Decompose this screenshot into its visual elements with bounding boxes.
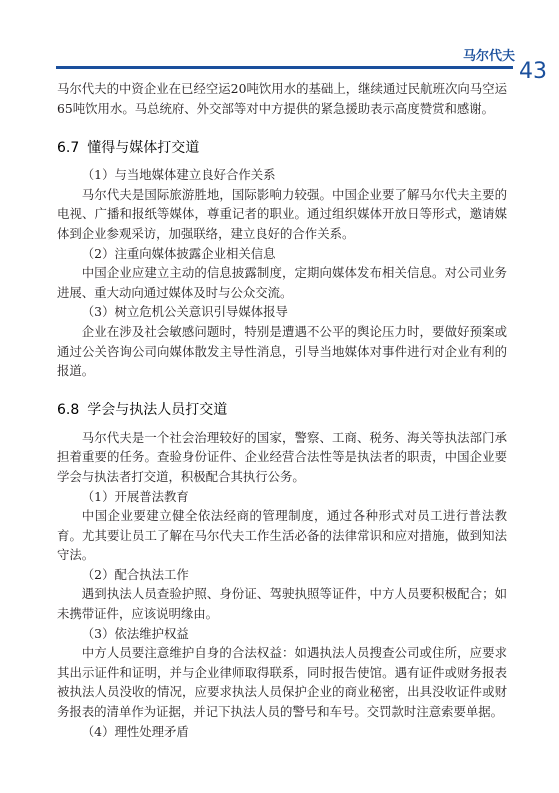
header-rule	[56, 66, 513, 69]
subheading: （4）理性处理矛盾	[81, 723, 189, 739]
subheading: （2）配合执法工作	[81, 566, 189, 582]
paragraph: 中方人员要注意维护自身的合法权益：如遇执法人员搜查公司或住所，应要求其出示证件和证明，并与企业律师取得联系，同时报告使馆。遇有证件或财务报表被执法人员没收的情况，应要求执法人员保护企业的商业秘密，出具没收证件或财务报表的清单作为证据，并记下执法人员的警号和车号。交罚款时注意索要单据。	[57, 645, 507, 720]
page-content	[57, 79, 507, 741]
section-heading-6-7	[57, 138, 507, 158]
section-title: 懂得与媒体打交道	[87, 140, 200, 157]
paragraph: 遇到执法人员查验护照、身份证、驾驶执照等证件，中方人员要积极配合；如未携带证件，应该说明缘由。	[57, 586, 507, 622]
section-title: 学会与执法人员打交道	[87, 401, 228, 418]
paragraph: 马尔代夫是国际旅游胜地，国际影响力较强。中国企业要了解马尔代夫主要的电视、广播和报纸等媒体，尊重记者的职业。通过组织媒体开放日等形式，邀请媒体到企业参观采访，加强联络，建立良好的合作关系。	[57, 186, 507, 241]
subheading: （2）注重向媒体披露企业相关信息	[81, 245, 276, 261]
subheading: （3）依法维护权益	[81, 625, 189, 641]
subheading: （1）与当地媒体建立良好合作关系	[81, 167, 276, 183]
paragraph: 中国企业要建立健全依法经商的管理制度，通过各种形式对员工进行普法教育。尤其要让员工了解在马尔代夫工作生活必备的法律常识和应对措施，做到知法守法。	[57, 508, 507, 563]
paragraph: 马尔代夫是一个社会治理较好的国家，警察、工商、税务、海关等执法部门承担着重要的任务。查验身份证件、企业经营合法性等是执法者的职责，中国企业要学会与执法者打交道，积极配合其执行公务。	[57, 429, 507, 484]
subheading: （3）树立危机公关意识引导媒体报导	[81, 304, 288, 320]
paragraph: 中国企业应建立主动的信息披露制度，定期向媒体发布相关信息。对公司业务进展、重大动向通过媒体及时与公众交流。	[57, 265, 507, 300]
paragraph: 企业在涉及社会敏感问题时，特别是遭遇不公平的舆论压力时，要做好预案或通过公关咨询公司向媒体散发主导性消息，引导当地媒体对事件进行对企业有利的报道。	[57, 323, 507, 379]
section-number: 6.7	[57, 140, 80, 157]
section-heading-6-8	[57, 400, 507, 420]
page-number: 43	[519, 59, 547, 84]
intro-paragraph: 马尔代夫的中资企业在已经空运20吨饮用水的基础上，继续通过民航班次向马空运65吨饮用水。马总统府、外交部等对中方提供的紧急援助表示高度赞赏和感谢。	[57, 81, 507, 116]
running-title: 马尔代夫	[462, 49, 515, 64]
section-number: 6.8	[57, 401, 80, 418]
subheading: （1）开展普法教育	[81, 488, 189, 504]
